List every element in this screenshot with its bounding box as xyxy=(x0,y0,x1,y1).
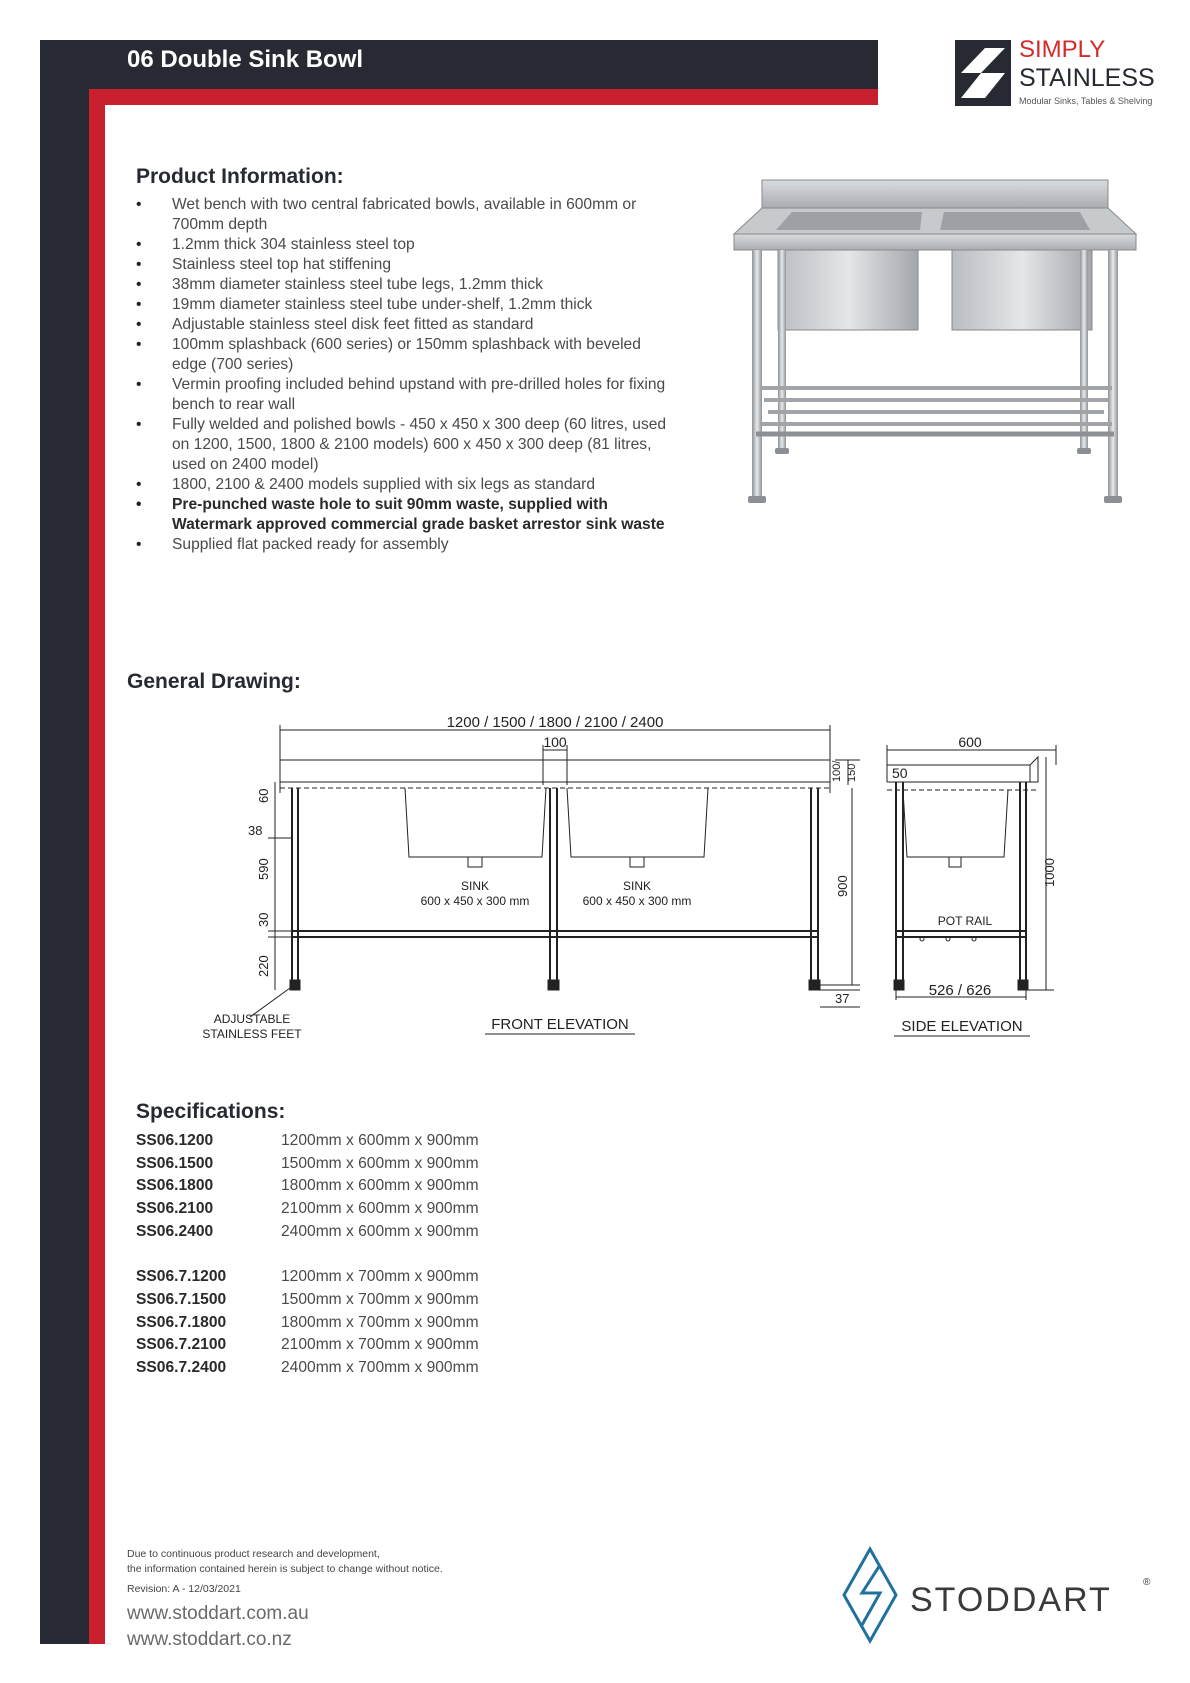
spec-code: SS06.7.1800 xyxy=(136,1313,227,1331)
front-dim-splash: 100/ xyxy=(831,760,843,782)
side-dim-1000: 1000 xyxy=(1042,858,1057,887)
footer-url-nz[interactable]: www.stoddart.co.nz xyxy=(127,1629,292,1650)
spec-dimensions: 1500mm x 700mm x 900mm xyxy=(281,1290,479,1308)
frame-red-horizontal xyxy=(89,89,878,105)
footer-note-line-1: Due to continuous product research and development, xyxy=(127,1548,380,1560)
frame-dark-vertical xyxy=(40,40,89,1644)
specifications-heading: Specifications: xyxy=(136,1100,286,1123)
spec-dimensions: 1200mm x 600mm x 900mm xyxy=(281,1132,479,1149)
bullet-text-line: on 1200, 1500, 1800 & 2100 models) 600 x 450 x 300 deep (81 litres, xyxy=(172,436,652,453)
product-info-bullet xyxy=(136,315,681,335)
spec-row xyxy=(136,1289,479,1312)
bullet-text-line: 100mm splashback (600 series) or 150mm splashback with beveled xyxy=(172,336,641,353)
spec-code: SS06.1800 xyxy=(136,1177,214,1195)
bullet-dot-icon: • xyxy=(136,536,142,553)
spec-dimensions: 1500mm x 600mm x 900mm xyxy=(281,1154,479,1172)
spec-code: SS06.7.1200 xyxy=(136,1268,227,1286)
side-dim-50: 50 xyxy=(892,765,908,781)
front-width-label: 1200 / 1500 / 1800 / 2100 / 2400 xyxy=(446,714,664,731)
side-dim-base: 526 / 626 xyxy=(928,982,992,999)
bullet-text-line: Watermark approved commercial grade basket arrestor sink waste xyxy=(172,516,665,533)
front-dim-splash-2: 150 xyxy=(846,763,858,782)
bullet-text-line: Fully welded and polished bowls - 450 x 450 x 300 deep (60 litres, used xyxy=(172,416,667,433)
footer-disclaimer xyxy=(127,1547,443,1577)
product-info-bullet xyxy=(136,255,681,275)
brand-line-1: SIMPLY xyxy=(1019,36,1106,63)
specifications-table xyxy=(136,1130,479,1380)
stoddart-mark-icon xyxy=(844,1549,896,1641)
spec-dimensions: 2400mm x 600mm x 900mm xyxy=(281,1222,479,1240)
sink-right-dims: 600 x 450 x 300 mm xyxy=(582,894,692,908)
spec-code: SS06.1500 xyxy=(136,1154,214,1172)
spec-dimensions: 1800mm x 700mm x 900mm xyxy=(281,1313,479,1331)
product-info-bullet xyxy=(136,295,681,315)
bullet-text-line: 1800, 2100 & 2400 models supplied with six legs as standard xyxy=(172,476,596,493)
front-dim-900: 900 xyxy=(835,875,850,897)
stoddart-logo xyxy=(840,1545,1160,1645)
product-photo xyxy=(730,176,1140,516)
spec-row xyxy=(136,1130,479,1153)
front-dim-30: 30 xyxy=(256,912,271,927)
bullet-dot-icon: • xyxy=(136,236,142,253)
bullet-dot-icon: • xyxy=(136,196,142,213)
spec-dimensions: 2100mm x 700mm x 900mm xyxy=(281,1336,479,1354)
product-info-bullet xyxy=(136,335,681,375)
brand-tagline: Modular Sinks, Tables & Shelving xyxy=(1019,96,1153,106)
product-info-bullet xyxy=(136,475,681,495)
spec-dimensions: 1800mm x 600mm x 900mm xyxy=(281,1177,479,1195)
front-dim-590: 590 xyxy=(256,858,271,880)
spec-dimensions: 2400mm x 700mm x 900mm xyxy=(281,1359,479,1377)
side-elevation-caption: SIDE ELEVATION xyxy=(901,1018,1023,1035)
product-info-bullet xyxy=(136,415,681,475)
product-info-bullet xyxy=(136,535,681,555)
bullet-dot-icon: • xyxy=(136,256,142,273)
brand-line-2: STAINLESS xyxy=(1019,64,1155,92)
bullet-text-line: Pre-punched waste hole to suit 90mm waste, supplied with xyxy=(172,496,608,513)
spec-dimensions: 1200mm x 700mm x 900mm xyxy=(281,1268,479,1286)
front-dim-220: 220 xyxy=(256,955,271,977)
bullet-text-line: Vermin proofing included behind upstand with pre-drilled holes for fixing xyxy=(172,376,666,393)
product-info-bullet xyxy=(136,195,681,235)
spec-row xyxy=(136,1153,479,1176)
product-info-bullet xyxy=(136,375,681,415)
side-dim-600: 600 xyxy=(958,734,982,750)
pot-rail-label: POT RAIL xyxy=(937,914,993,928)
sink-left-dims: 600 x 450 x 300 mm xyxy=(420,894,530,908)
bullet-dot-icon: • xyxy=(136,316,142,333)
spec-row xyxy=(136,1312,479,1335)
spec-row xyxy=(136,1357,479,1380)
product-info-bullet xyxy=(136,275,681,295)
sink-left-label: SINK xyxy=(460,879,490,893)
footer-note-line-2: the information contained herein is subject to change without notice. xyxy=(127,1563,443,1575)
feet-label-2: STAINLESS FEET xyxy=(202,1027,302,1041)
bullet-text-line: bench to rear wall xyxy=(172,396,296,413)
bullet-dot-icon: • xyxy=(136,376,142,393)
simply-stainless-logo xyxy=(955,36,1160,106)
bullet-dot-icon: • xyxy=(136,336,142,353)
product-info-heading: Product Information: xyxy=(136,165,344,188)
spec-code: SS06.7.1500 xyxy=(136,1290,227,1308)
spec-row xyxy=(136,1266,479,1289)
registered-mark: ® xyxy=(1143,1577,1151,1588)
bullet-text-line: used on 2400 model) xyxy=(172,456,319,473)
sink-right-label: SINK xyxy=(622,879,652,893)
front-dim-38: 38 xyxy=(248,823,263,838)
spec-code: SS06.1200 xyxy=(136,1132,214,1149)
spec-dimensions: 2100mm x 600mm x 900mm xyxy=(281,1200,479,1218)
document-title: 06 Double Sink Bowl xyxy=(127,46,364,73)
bullet-text-line: 19mm diameter stainless steel tube under-shelf, 1.2mm thick xyxy=(172,296,593,313)
bullet-text-line: Adjustable stainless steel disk feet fitted as standard xyxy=(172,316,534,333)
bullet-dot-icon: • xyxy=(136,496,142,513)
spec-code: SS06.7.2400 xyxy=(136,1359,227,1377)
logo-mark-icon xyxy=(955,40,1011,106)
product-info-bullet xyxy=(136,495,681,535)
bullet-text-line: edge (700 series) xyxy=(172,356,294,373)
front-dim-37: 37 xyxy=(835,991,850,1006)
bullet-text-line: Wet bench with two central fabricated bowls, available in 600mm or xyxy=(172,196,637,213)
spec-code: SS06.7.2100 xyxy=(136,1336,227,1354)
bullet-text-line: 38mm diameter stainless steel tube legs, 1.2mm thick xyxy=(172,276,543,293)
bullet-dot-icon: • xyxy=(136,276,142,293)
bullet-text-line: Supplied flat packed ready for assembly xyxy=(172,536,449,553)
spec-row xyxy=(136,1221,479,1244)
general-drawing-heading: General Drawing: xyxy=(127,670,301,693)
product-info-bullet xyxy=(136,235,681,255)
footer-revision: Revision: A - 12/03/2021 xyxy=(127,1583,241,1595)
bullet-dot-icon: • xyxy=(136,476,142,493)
front-dim-60: 60 xyxy=(256,788,271,803)
feet-label-1: ADJUSTABLE xyxy=(213,1012,291,1026)
spec-code: SS06.2400 xyxy=(136,1222,214,1240)
frame-red-vertical xyxy=(89,89,105,1644)
bullet-dot-icon: • xyxy=(136,296,142,313)
general-drawing xyxy=(180,705,1080,1045)
bullet-text-line: 1.2mm thick 304 stainless steel top xyxy=(172,236,415,253)
footer-url-au[interactable]: www.stoddart.com.au xyxy=(127,1603,309,1624)
product-info-list xyxy=(136,195,681,555)
spec-row xyxy=(136,1175,479,1198)
spec-code: SS06.2100 xyxy=(136,1200,214,1218)
stoddart-wordmark: STODDART xyxy=(910,1581,1112,1619)
bullet-text-line: Stainless steel top hat stiffening xyxy=(172,256,392,273)
bullet-dot-icon: • xyxy=(136,416,142,433)
spec-row xyxy=(136,1334,479,1357)
front-elevation-caption: FRONT ELEVATION xyxy=(491,1016,629,1033)
front-dim-100: 100 xyxy=(543,734,567,750)
spec-row xyxy=(136,1198,479,1221)
bullet-text-line: 700mm depth xyxy=(172,216,268,233)
